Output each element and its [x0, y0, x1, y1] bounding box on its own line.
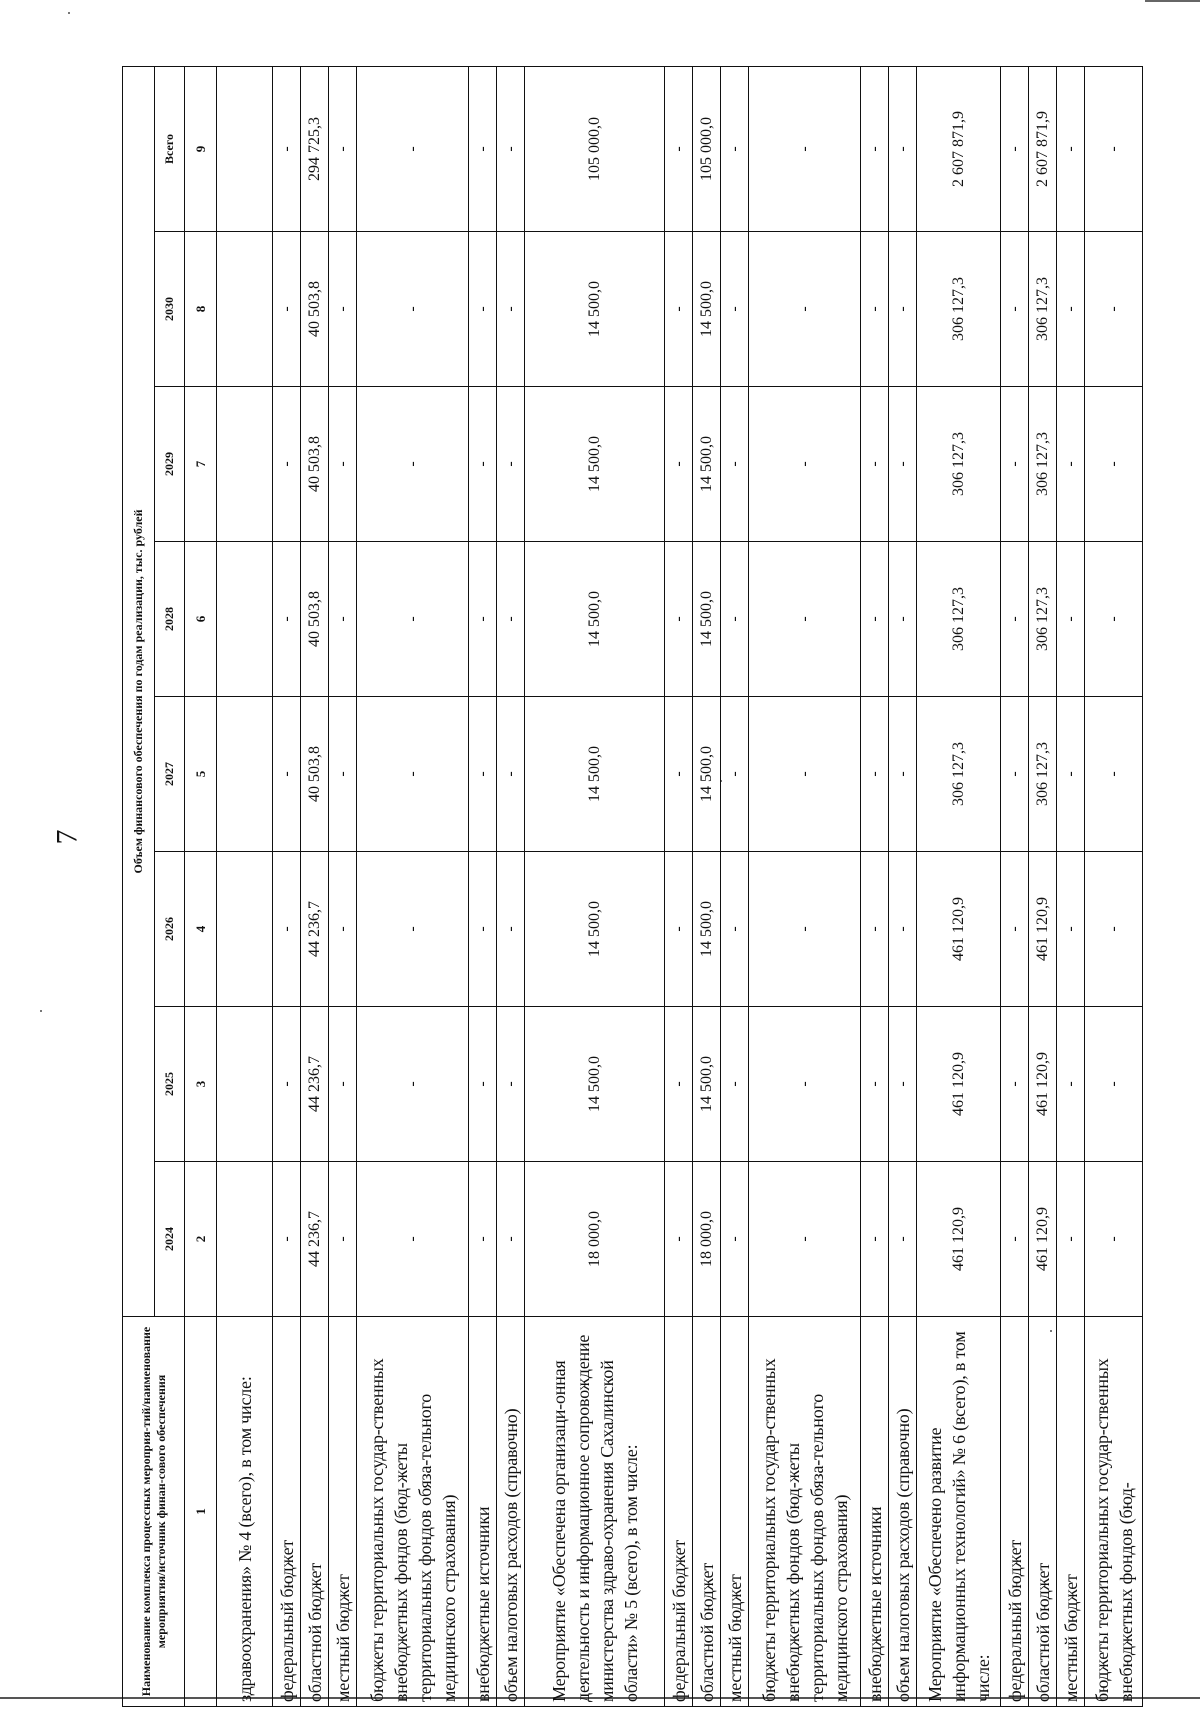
value-cell: -: [329, 66, 357, 231]
value-cell: 14 500,0: [525, 852, 665, 1007]
value-cell: 44 236,7: [301, 852, 329, 1007]
value-cell: 40 503,8: [301, 232, 329, 387]
value-cell: 105 000,0: [693, 66, 721, 231]
value-cell: 306 127,3: [917, 232, 1001, 387]
value-cell: -: [1057, 542, 1085, 697]
header-column-number: 4: [185, 852, 217, 1007]
value-cell: -: [357, 1007, 469, 1162]
value-cell: -: [889, 697, 917, 852]
value-cell: -: [1085, 697, 1143, 852]
value-cell: -: [273, 1007, 301, 1162]
value-cell: -: [1057, 1007, 1085, 1162]
table-row: [861, 66, 889, 1706]
row-label: областной бюджет: [1029, 1317, 1057, 1707]
value-cell: -: [665, 697, 693, 852]
value-cell: -: [889, 542, 917, 697]
scan-edge-line: [1145, 0, 1200, 2]
row-label: местный бюджет: [329, 1317, 357, 1707]
row-label: Мероприятие «Обеспечено развитие информационных технологий» № 6 (всего), в том числе:: [917, 1317, 1001, 1707]
value-cell: -: [721, 542, 749, 697]
value-cell: 306 127,3: [917, 697, 1001, 852]
value-cell: -: [329, 852, 357, 1007]
value-cell: -: [469, 542, 497, 697]
row-label: федеральный бюджет: [1001, 1317, 1029, 1707]
value-cell: 14 500,0: [525, 232, 665, 387]
value-cell: 40 503,8: [301, 697, 329, 852]
value-cell: -: [889, 1162, 917, 1317]
value-cell: -: [665, 542, 693, 697]
header-year-cell: 2030: [155, 232, 185, 387]
value-cell: [217, 852, 273, 1007]
value-cell: -: [861, 387, 889, 542]
value-cell: -: [273, 542, 301, 697]
value-cell: -: [357, 1162, 469, 1317]
value-cell: 14 500,0: [693, 697, 721, 852]
value-cell: [217, 1007, 273, 1162]
value-cell: -: [749, 66, 861, 231]
value-cell: -: [357, 232, 469, 387]
value-cell: -: [1085, 1162, 1143, 1317]
value-cell: -: [1057, 697, 1085, 852]
value-cell: 2 607 871,9: [1029, 66, 1057, 231]
value-cell: 461 120,9: [1029, 1162, 1057, 1317]
table-row: [469, 66, 497, 1706]
value-cell: -: [721, 697, 749, 852]
value-cell: -: [469, 852, 497, 1007]
row-label: бюджеты территориальных государ-ственных внебюджетных фондов (бюд-жеты территориальных фондов обяза-тельного медицинского страхования): [357, 1317, 469, 1707]
value-cell: 40 503,8: [301, 387, 329, 542]
value-cell: -: [749, 232, 861, 387]
value-cell: -: [721, 66, 749, 231]
value-cell: -: [273, 1162, 301, 1317]
value-cell: 461 120,9: [1029, 1007, 1057, 1162]
value-cell: -: [1057, 1162, 1085, 1317]
value-cell: -: [357, 697, 469, 852]
value-cell: -: [1001, 1007, 1029, 1162]
value-cell: -: [721, 1162, 749, 1317]
row-label: областной бюджет: [693, 1317, 721, 1707]
row-label: объем налоговых расходов (справочно): [497, 1317, 525, 1707]
table-row: [1057, 66, 1085, 1706]
value-cell: 14 500,0: [693, 387, 721, 542]
row-label: местный бюджет: [1057, 1317, 1085, 1707]
value-cell: -: [1085, 852, 1143, 1007]
table-row: [721, 66, 749, 1706]
value-cell: -: [665, 1162, 693, 1317]
value-cell: -: [497, 697, 525, 852]
value-cell: -: [1085, 1007, 1143, 1162]
row-label: внебюджетные источники: [469, 1317, 497, 1707]
value-cell: -: [889, 1007, 917, 1162]
value-cell: 105 000,0: [525, 66, 665, 231]
value-cell: -: [1085, 387, 1143, 542]
value-cell: -: [1001, 66, 1029, 231]
row-label: внебюджетные источники: [861, 1317, 889, 1707]
table-row: [749, 66, 861, 1706]
row-label: федеральный бюджет: [665, 1317, 693, 1707]
table-row: [329, 66, 357, 1706]
value-cell: 14 500,0: [693, 852, 721, 1007]
table-row: [301, 66, 329, 1706]
value-cell: -: [889, 852, 917, 1007]
header-column-number: 9: [185, 66, 217, 231]
value-cell: -: [861, 1007, 889, 1162]
value-cell: 14 500,0: [693, 232, 721, 387]
value-cell: -: [273, 232, 301, 387]
value-cell: -: [861, 1162, 889, 1317]
value-cell: -: [749, 387, 861, 542]
value-cell: -: [497, 1162, 525, 1317]
value-cell: [217, 697, 273, 852]
header-year-cell: 2027: [155, 697, 185, 852]
value-cell: 14 500,0: [693, 542, 721, 697]
row-label: бюджеты территориальных государ-ственных внебюджетных фондов (бюд-: [1085, 1317, 1143, 1707]
value-cell: -: [665, 232, 693, 387]
header-column-number: 5: [185, 697, 217, 852]
value-cell: -: [497, 852, 525, 1007]
value-cell: -: [721, 232, 749, 387]
value-cell: -: [749, 1162, 861, 1317]
value-cell: -: [1001, 1162, 1029, 1317]
value-cell: 306 127,3: [1029, 542, 1057, 697]
value-cell: -: [861, 542, 889, 697]
value-cell: -: [1001, 697, 1029, 852]
value-cell: -: [273, 697, 301, 852]
value-cell: 294 725,3: [301, 66, 329, 231]
header-year-cell: 2028: [155, 542, 185, 697]
header-group-title: Объем финансового обеспечения по годам реализации, тыс. рублей: [123, 66, 155, 1316]
value-cell: -: [889, 387, 917, 542]
value-cell: 461 120,9: [1029, 852, 1057, 1007]
value-cell: -: [357, 66, 469, 231]
header-column-number: 7: [185, 387, 217, 542]
value-cell: -: [497, 1007, 525, 1162]
value-cell: -: [357, 852, 469, 1007]
table-row: [525, 66, 665, 1706]
value-cell: -: [497, 232, 525, 387]
scan-speck: [68, 12, 70, 14]
value-cell: 14 500,0: [525, 1007, 665, 1162]
value-cell: -: [329, 542, 357, 697]
header-column-number: 1: [185, 1317, 217, 1707]
table-row: [1085, 66, 1143, 1706]
value-cell: 306 127,3: [1029, 232, 1057, 387]
value-cell: -: [749, 542, 861, 697]
value-cell: 40 503,8: [301, 542, 329, 697]
table-row: [889, 66, 917, 1706]
value-cell: [217, 1162, 273, 1317]
value-cell: -: [721, 852, 749, 1007]
value-cell: -: [889, 232, 917, 387]
row-label: здравоохранения» № 4 (всего), в том числе:: [217, 1317, 273, 1707]
value-cell: -: [1057, 387, 1085, 542]
value-cell: -: [329, 1007, 357, 1162]
value-cell: 461 120,9: [917, 852, 1001, 1007]
header-year-cell: 2025: [155, 1007, 185, 1162]
table-row: [357, 66, 469, 1706]
value-cell: -: [497, 387, 525, 542]
value-cell: 14 500,0: [525, 697, 665, 852]
value-cell: -: [273, 66, 301, 231]
value-cell: -: [469, 387, 497, 542]
header-column-number: 6: [185, 542, 217, 697]
value-cell: -: [1057, 852, 1085, 1007]
value-cell: -: [1057, 66, 1085, 231]
value-cell: -: [1085, 232, 1143, 387]
page-number: 7: [50, 829, 84, 845]
value-cell: 306 127,3: [1029, 697, 1057, 852]
financing-table: [122, 66, 1143, 1707]
header-year-cell: 2024: [155, 1162, 185, 1317]
value-cell: -: [889, 66, 917, 231]
value-cell: 306 127,3: [917, 542, 1001, 697]
row-label: Мероприятие «Обеспечена организаци-онная деятельность и информационное сопровождение министерства здраво-охранения Сахалинской области» № 5 (всего), в том числе:: [525, 1317, 665, 1707]
value-cell: -: [1085, 66, 1143, 231]
value-cell: -: [329, 387, 357, 542]
table-row: [693, 66, 721, 1706]
table-row: [1001, 66, 1029, 1706]
value-cell: -: [665, 852, 693, 1007]
value-cell: -: [1085, 542, 1143, 697]
header-year-cell: 2029: [155, 387, 185, 542]
value-cell: -: [273, 387, 301, 542]
value-cell: -: [861, 852, 889, 1007]
value-cell: -: [329, 232, 357, 387]
value-cell: 306 127,3: [917, 387, 1001, 542]
value-cell: [217, 66, 273, 231]
value-cell: -: [1057, 232, 1085, 387]
value-cell: 44 236,7: [301, 1162, 329, 1317]
table-row: [665, 66, 693, 1706]
value-cell: -: [329, 697, 357, 852]
value-cell: -: [665, 1007, 693, 1162]
value-cell: 14 500,0: [525, 387, 665, 542]
value-cell: -: [1001, 852, 1029, 1007]
value-cell: -: [861, 697, 889, 852]
value-cell: -: [497, 542, 525, 697]
value-cell: -: [329, 1162, 357, 1317]
value-cell: -: [469, 232, 497, 387]
value-cell: -: [357, 387, 469, 542]
value-cell: -: [1001, 232, 1029, 387]
value-cell: 2 607 871,9: [917, 66, 1001, 231]
value-cell: 44 236,7: [301, 1007, 329, 1162]
value-cell: -: [665, 66, 693, 231]
value-cell: -: [1001, 542, 1029, 697]
value-cell: [217, 542, 273, 697]
value-cell: -: [469, 1007, 497, 1162]
header-column-number: 8: [185, 232, 217, 387]
value-cell: -: [749, 697, 861, 852]
value-cell: -: [665, 387, 693, 542]
row-label: бюджеты территориальных государ-ственных внебюджетных фондов (бюд-жеты территориальных фондов обяза-тельного медицинского страхования): [749, 1317, 861, 1707]
value-cell: -: [861, 66, 889, 231]
value-cell: -: [749, 1007, 861, 1162]
value-cell: -: [721, 387, 749, 542]
value-cell: -: [721, 1007, 749, 1162]
row-label: областной бюджет: [301, 1317, 329, 1707]
value-cell: -: [749, 852, 861, 1007]
value-cell: 18 000,0: [525, 1162, 665, 1317]
value-cell: [217, 387, 273, 542]
row-label: федеральный бюджет: [273, 1317, 301, 1707]
value-cell: 306 127,3: [1029, 387, 1057, 542]
table-row: [273, 66, 301, 1706]
value-cell: -: [861, 232, 889, 387]
table-row: [917, 66, 1001, 1706]
value-cell: 461 120,9: [917, 1162, 1001, 1317]
value-cell: [217, 232, 273, 387]
table-row: [217, 66, 273, 1706]
value-cell: -: [497, 66, 525, 231]
header-year-cell: Всего: [155, 66, 185, 231]
value-cell: 461 120,9: [917, 1007, 1001, 1162]
header-column-number: 2: [185, 1162, 217, 1317]
value-cell: -: [1001, 387, 1029, 542]
header-name-column: Наименование комплекса процессных мероприя-тий/наименование мероприятия/источник финан-сового обеспечения: [123, 1317, 185, 1707]
table-row: [497, 66, 525, 1706]
row-label: объем налоговых расходов (справочно): [889, 1317, 917, 1707]
scan-speck: [40, 1010, 42, 1012]
value-cell: 18 000,0: [693, 1162, 721, 1317]
value-cell: -: [357, 542, 469, 697]
header-column-number: 3: [185, 1007, 217, 1162]
value-cell: -: [469, 697, 497, 852]
value-cell: 14 500,0: [693, 1007, 721, 1162]
header-year-cell: 2026: [155, 852, 185, 1007]
value-cell: -: [273, 852, 301, 1007]
row-label: местный бюджет: [721, 1317, 749, 1707]
rotated-table-container: [122, 67, 1136, 1707]
value-cell: -: [469, 66, 497, 231]
value-cell: -: [469, 1162, 497, 1317]
value-cell: 14 500,0: [525, 542, 665, 697]
table-row: [1029, 66, 1057, 1706]
